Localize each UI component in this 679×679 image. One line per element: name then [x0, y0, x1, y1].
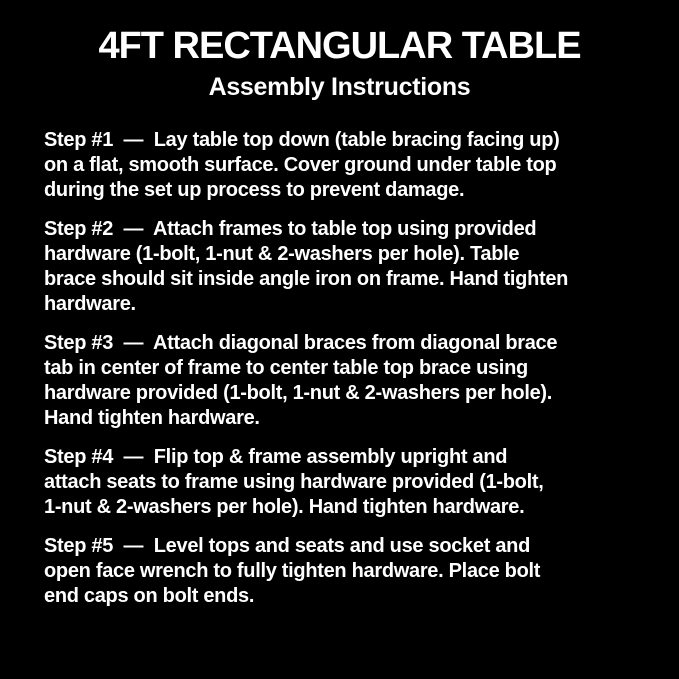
instruction-step-1 — [44, 128, 649, 203]
step-line: during the set up process to prevent damage. — [44, 179, 465, 201]
step-line: hardware (1-bolt, 1-nut & 2-washers per hole). Table — [44, 243, 520, 265]
step-line: brace should sit inside angle iron on frame. Hand tighten — [44, 268, 569, 290]
step-line: open face wrench to fully tighten hardware. Place bolt — [44, 560, 541, 582]
step-line: end caps on bolt ends. — [44, 585, 255, 607]
instruction-step-4 — [44, 445, 649, 520]
step-line: Step #4 — Flip top & frame assembly upright and — [44, 446, 508, 468]
step-line: on a flat, smooth surface. Cover ground under table top — [44, 154, 557, 176]
card-header — [0, 0, 679, 102]
step-line: attach seats to frame using hardware provided (1-bolt, — [44, 471, 544, 493]
step-line: Step #3 — Attach diagonal braces from diagonal brace — [44, 332, 558, 354]
step-line: 1-nut & 2-washers per hole). Hand tighten hardware. — [44, 496, 525, 518]
instruction-step-5 — [44, 534, 649, 609]
instruction-step-2 — [44, 217, 649, 317]
step-line: Step #5 — Level tops and seats and use socket and — [44, 535, 530, 557]
step-line: hardware. — [44, 293, 136, 315]
page-subtitle: Assembly Instructions — [208, 73, 471, 101]
step-line: tab in center of frame to center table top brace using — [44, 357, 528, 379]
step-line: Step #2 — Attach frames to table top using provided — [44, 218, 537, 240]
step-line: Hand tighten hardware. — [44, 407, 260, 429]
page-title: 4FT RECTANGULAR TABLE — [98, 25, 581, 67]
step-line: hardware provided (1-bolt, 1-nut & 2-washers per hole). — [44, 382, 553, 404]
instruction-steps — [0, 128, 679, 609]
instruction-step-3 — [44, 331, 649, 431]
step-line: Step #1 — Lay table top down (table bracing facing up) — [44, 129, 560, 151]
